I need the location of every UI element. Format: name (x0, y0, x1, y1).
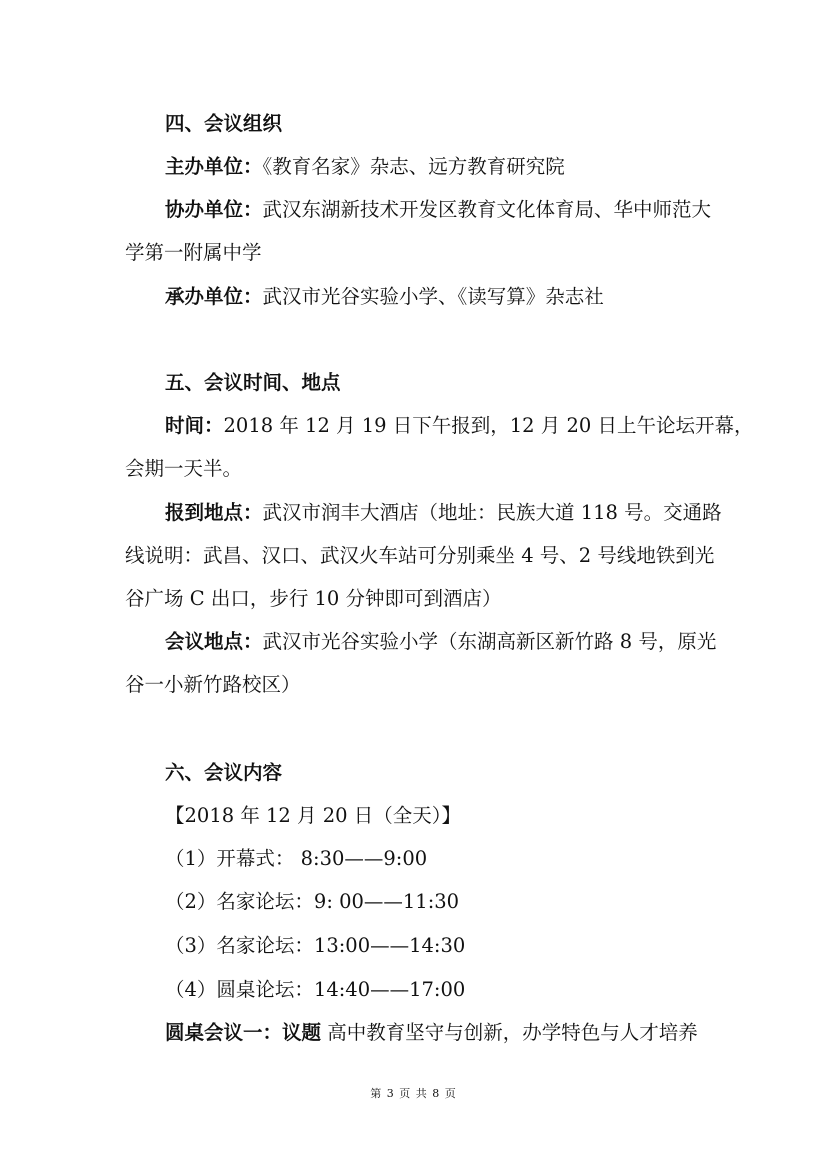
page-number-footer: 第 3 页 共 8 页 (370, 1087, 457, 1100)
time-value-line2: 会期一天半。 (125, 457, 243, 480)
co-organizer-value-line1: 武汉东湖新技术开发区教育文化体育局、华中师范大 (262, 198, 712, 221)
venue-paragraph (165, 629, 765, 655)
host-paragraph (165, 154, 765, 180)
agenda-item: （1）开幕式： 8:30——9:00 (165, 847, 428, 870)
co-organizer-value-line2: 学第一附属中学 (125, 241, 262, 264)
checkin-paragraph (165, 500, 765, 526)
checkin-label: 报到地点： (165, 501, 263, 524)
venue-value-line1: 武汉市光谷实验小学（东湖高新区新竹路 8 号，原光 (262, 630, 717, 653)
host-value: 《教育名家》杂志、远方教育研究院 (262, 155, 565, 178)
section4-heading: 四、会议组织 (165, 112, 283, 135)
agenda-item: （3）名家论坛：13:00——14:30 (165, 934, 466, 957)
venue-value-line2: 谷一小新竹路校区） (125, 673, 301, 696)
agenda-item: （4）圆桌论坛：14:40——17:00 (165, 978, 466, 1001)
time-paragraph (165, 413, 765, 439)
roundtable-label: 圆桌会议一：议题 (165, 1021, 322, 1044)
agenda-item: （2）名家论坛：9: 00——11:30 (165, 890, 460, 913)
venue-label: 会议地点： (165, 630, 263, 653)
undertaker-paragraph (165, 284, 765, 310)
co-organizer-paragraph (165, 197, 765, 223)
agenda-date: 【2018 年 12 月 20 日（全天）】 (165, 804, 461, 827)
time-label: 时间： (165, 414, 224, 437)
co-organizer-label: 协办单位： (165, 198, 263, 221)
section5-heading: 五、会议时间、地点 (165, 371, 341, 394)
undertaker-value: 武汉市光谷实验小学、《读写算》杂志社 (262, 285, 604, 308)
checkin-value-line3: 谷广场 C 出口，步行 10 分钟即可到酒店） (125, 587, 502, 610)
checkin-value-line2: 线说明：武昌、汉口、武汉火车站可分别乘坐 4 号、2 号线地铁到光 (125, 544, 715, 567)
roundtable-paragraph (165, 1020, 765, 1046)
time-value-line1: 2018 年 12 月 19 日下午报到，12 月 20 日上午论坛开幕， (223, 414, 754, 437)
host-label: 主办单位： (165, 155, 263, 178)
roundtable-value: 高中教育坚守与创新，办学特色与人才培养 (321, 1021, 698, 1044)
undertaker-label: 承办单位： (165, 285, 263, 308)
section6-heading: 六、会议内容 (165, 761, 283, 784)
checkin-value-line1: 武汉市润丰大酒店（地址：民族大道 118 号。交通路 (262, 501, 722, 524)
